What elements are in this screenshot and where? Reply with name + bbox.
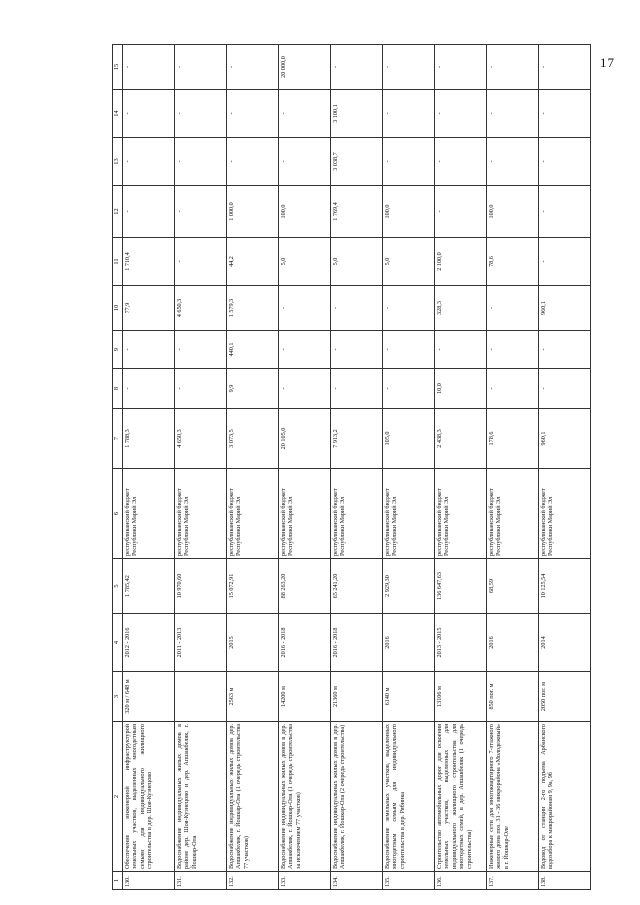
table-cell-col-12: 1 769,4 — [331, 186, 383, 238]
table-cell-col-14: - — [175, 90, 227, 138]
column-header-1: 1 — [113, 872, 123, 890]
table-cell-col-10: - — [279, 286, 331, 331]
table-cell-col-13: - — [487, 138, 539, 186]
table-cell-col-11: 5,0 — [383, 238, 435, 286]
table-cell-col-8: - — [123, 369, 175, 409]
table-row — [227, 45, 279, 890]
table-cell-col-4: 2016 - 2018 — [279, 614, 331, 672]
table-cell-col-11: 5,0 — [331, 238, 383, 286]
table-cell-col-14: - — [487, 90, 539, 138]
table-cell-col-4: 2014 — [539, 614, 591, 672]
table-cell-col-10: - — [331, 286, 383, 331]
table-cell-col-5: 15 072,91 — [227, 559, 279, 614]
column-header-6: 6 — [113, 469, 123, 559]
table-cell-col-6: республиканский бюджет Республики Марий Эл — [331, 469, 383, 559]
table-cell-col-9: 440,1 — [227, 331, 279, 369]
table-cell-col-5: 1 785,42 — [123, 559, 175, 614]
column-header-7: 7 — [113, 409, 123, 469]
table-cell-col-6: республиканский бюджет Республики Марий Эл — [279, 469, 331, 559]
table-cell-col-13: - — [383, 138, 435, 186]
table-cell-col-14: - — [539, 90, 591, 138]
table-cell-col-9: - — [435, 331, 487, 369]
table-cell-col-9: - — [487, 331, 539, 369]
table-row — [331, 45, 383, 890]
rotated-table-container — [112, 45, 607, 890]
table-cell-col-9: - — [279, 331, 331, 369]
column-header-3: 3 — [113, 672, 123, 722]
column-header-5: 5 — [113, 559, 123, 614]
table-cell-col-3: 850 пог. м — [487, 672, 539, 722]
table-cell-col-1: 136. — [435, 872, 487, 890]
table-cell-col-3: 13106 м — [435, 672, 487, 722]
table-cell-col-14: - — [227, 90, 279, 138]
table-cell-col-2: Строительство автомобильных дорог для освоения земельных участков, выделенных для индивидуального жилищного строительства для многодетных семей, в дер. Апшакбеляк (1 очередь строительства) — [435, 722, 487, 872]
table-cell-col-5: 10 970,60 — [175, 559, 227, 614]
table-row — [175, 45, 227, 890]
table-cell-col-8: - — [175, 369, 227, 409]
table-cell-col-1: 130. — [123, 872, 175, 890]
column-header-8: 8 — [113, 369, 123, 409]
table-cell-col-10: - — [383, 286, 435, 331]
table-cell-col-8: - — [487, 369, 539, 409]
table-header-row — [113, 45, 123, 890]
table-cell-col-2: Водоснабжение индивидуальных жилых домов в дер. Апшакбеляк, г. Йошкар-Ола (1 очередь строительства за исключением 77 участков) — [279, 722, 331, 872]
table-cell-col-11: - — [539, 238, 591, 286]
table-cell-col-15: 20 000,0 — [279, 45, 331, 90]
table-cell-col-1: 133. — [279, 872, 331, 890]
table-cell-col-6: республиканский бюджет Республики Марий Эл — [435, 469, 487, 559]
table-cell-col-2: Водовод от станции 2-го подъема Арбанского водозабора к микрорайонам 9, 9а, 9б — [539, 722, 591, 872]
table-cell-col-6: республиканский бюджет Республики Марий Эл — [487, 469, 539, 559]
table-cell-col-14: - — [383, 90, 435, 138]
table-cell-col-15: - — [487, 45, 539, 90]
table-cell-col-3: 2050 пог. м — [539, 672, 591, 722]
table-cell-col-15: - — [175, 45, 227, 90]
table-cell-col-15: - — [539, 45, 591, 90]
table-cell-col-4: 2013 - 2015 — [435, 614, 487, 672]
table-cell-col-9: - — [331, 331, 383, 369]
table-cell-col-15: - — [435, 45, 487, 90]
page-number: 17 — [600, 55, 615, 70]
column-header-12: 12 — [113, 186, 123, 238]
table-cell-col-5: 2 929,30 — [383, 559, 435, 614]
table-cell-col-9: - — [123, 331, 175, 369]
table-row — [487, 45, 539, 890]
table-cell-col-12: - — [539, 186, 591, 238]
table-cell-col-11: 5,0 — [279, 238, 331, 286]
column-header-14: 14 — [113, 90, 123, 138]
table-cell-col-4: 2016 — [383, 614, 435, 672]
column-header-11: 11 — [113, 238, 123, 286]
table-cell-col-1: 137. — [487, 872, 539, 890]
column-header-10: 10 — [113, 286, 123, 331]
table-cell-col-14: 3 100,1 — [331, 90, 383, 138]
table-cell-col-8: 9,9 — [227, 369, 279, 409]
table-cell-col-15: - — [383, 45, 435, 90]
table-cell-col-6: республиканский бюджет Республики Марий Эл — [175, 469, 227, 559]
table-cell-col-12: 100,0 — [487, 186, 539, 238]
table-cell-col-13: - — [175, 138, 227, 186]
table-cell-col-2: Обеспечение инженерной инфраструктурой земельных участков, выделенных многодетным семьям для индивидуального жилищного строительства в дер. Шоя-Кузнецово — [123, 722, 175, 872]
table-cell-col-6: республиканский бюджет Республики Марий Эл — [539, 469, 591, 559]
table-cell-col-8: 10,0 — [435, 369, 487, 409]
table-cell-col-9: - — [175, 331, 227, 369]
table-cell-col-7: 960,1 — [539, 409, 591, 469]
table-cell-col-2: Водоснабжение земельных участков, выделенных многодетным семьям для индивидуального строительства в дер. Рябинка — [383, 722, 435, 872]
table-cell-col-11: 2 100,0 — [435, 238, 487, 286]
table-cell-col-4: 2016 — [487, 614, 539, 672]
table-cell-col-11: 1 710,4 — [123, 238, 175, 286]
table-cell-col-10: - — [487, 286, 539, 331]
table-cell-col-7: 2 438,3 — [435, 409, 487, 469]
table-cell-col-1: 138. — [539, 872, 591, 890]
table-cell-col-3: 320 м / 648 м — [123, 672, 175, 722]
table-cell-col-10: 77,9 — [123, 286, 175, 331]
table-cell-col-5: 65 241,20 — [331, 559, 383, 614]
table-cell-col-10: 328,3 — [435, 286, 487, 331]
table-row — [435, 45, 487, 890]
column-header-15: 15 — [113, 45, 123, 90]
column-header-13: 13 — [113, 138, 123, 186]
table-cell-col-4: 2012 - 2016 — [123, 614, 175, 672]
table-body — [123, 45, 591, 890]
table-cell-col-7: 20 105,0 — [279, 409, 331, 469]
table-cell-col-8: - — [383, 369, 435, 409]
table-cell-col-12: - — [123, 186, 175, 238]
table-cell-col-7: 3 073,5 — [227, 409, 279, 469]
table-cell-col-5: 88 263,20 — [279, 559, 331, 614]
table-cell-col-2: Инженерные сети для многоквартирного 7-этажного жилого дома поз. 31 - 36 микрорайона «Молодежный» в г. Йошкар-Оле — [487, 722, 539, 872]
table-cell-col-13: - — [279, 138, 331, 186]
table-cell-col-12: 1 000,0 — [227, 186, 279, 238]
table-cell-col-13: - — [123, 138, 175, 186]
table-cell-col-3: 2563 м — [227, 672, 279, 722]
table-cell-col-15: - — [227, 45, 279, 90]
table-cell-col-7: 178,6 — [487, 409, 539, 469]
table-row — [383, 45, 435, 890]
table-row — [539, 45, 591, 890]
table-cell-col-3 — [175, 672, 227, 722]
table-cell-col-6: республиканский бюджет Республики Марий Эл — [383, 469, 435, 559]
column-header-2: 2 — [113, 722, 123, 872]
table-cell-col-14: - — [123, 90, 175, 138]
table-cell-col-5: 10 125,54 — [539, 559, 591, 614]
table-cell-col-1: 131. — [175, 872, 227, 890]
table-cell-col-10: 960,1 — [539, 286, 591, 331]
table-cell-col-11: 44,2 — [227, 238, 279, 286]
table-cell-col-12: - — [175, 186, 227, 238]
table-cell-col-7: 7 913,2 — [331, 409, 383, 469]
table-cell-col-8: - — [279, 369, 331, 409]
table-cell-col-5: 136 647,63 — [435, 559, 487, 614]
table-cell-col-1: 132. — [227, 872, 279, 890]
table-cell-col-8: - — [331, 369, 383, 409]
table-cell-col-7: 105,0 — [383, 409, 435, 469]
table-cell-col-4: 2011 - 2013 — [175, 614, 227, 672]
table-cell-col-14: - — [279, 90, 331, 138]
table-cell-col-10: 4 650,3 — [175, 286, 227, 331]
table-row — [279, 45, 331, 890]
table-cell-col-13: - — [227, 138, 279, 186]
table-cell-col-13: 3 038,7 — [331, 138, 383, 186]
table-cell-col-2: Водоснабжение индивидуальных жилых домов в районе дер. Шоя-Кузнецово и дер. Апшакбеляк, г. Йошкар-Ола — [175, 722, 227, 872]
table-cell-col-15: - — [331, 45, 383, 90]
table-cell-col-3: 14200 м — [279, 672, 331, 722]
table-cell-col-3: 21360 м — [331, 672, 383, 722]
table-cell-col-6: республиканский бюджет Республики Марий Эл — [123, 469, 175, 559]
column-header-9: 9 — [113, 331, 123, 369]
table-cell-col-15: - — [123, 45, 175, 90]
table-cell-col-10: 1 579,3 — [227, 286, 279, 331]
table-cell-col-9: - — [539, 331, 591, 369]
table-cell-col-4: 2016 - 2018 — [331, 614, 383, 672]
table-cell-col-9: - — [383, 331, 435, 369]
table-cell-col-12: 100,0 — [279, 186, 331, 238]
table-cell-col-4: 2015 — [227, 614, 279, 672]
table-cell-col-13: - — [435, 138, 487, 186]
table-cell-col-1: 134. — [331, 872, 383, 890]
table-cell-col-7: 4 650,3 — [175, 409, 227, 469]
table-cell-col-12: - — [435, 186, 487, 238]
table-cell-col-2: Водоснабжение индивидуальных жилых домов дер. Апшакбеляк, г. Йошкар-Ола (1 очередь строительства 77 участков) — [227, 722, 279, 872]
table-cell-col-5: 68,59 — [487, 559, 539, 614]
table-cell-col-11: 78,6 — [487, 238, 539, 286]
column-header-4: 4 — [113, 614, 123, 672]
table-cell-col-7: 1 788,3 — [123, 409, 175, 469]
table-cell-col-13: - — [539, 138, 591, 186]
table-cell-col-12: 100,0 — [383, 186, 435, 238]
data-table — [112, 44, 591, 890]
table-cell-col-1: 135. — [383, 872, 435, 890]
table-cell-col-11: - — [175, 238, 227, 286]
table-cell-col-2: Водоснабжение индивидуальных жилых домов в дер. Апшакбеляк, г. Йошкар-Ола (2 очередь строительства) — [331, 722, 383, 872]
table-cell-col-6: республиканский бюджет Республики Марий Эл — [227, 469, 279, 559]
table-row — [123, 45, 175, 890]
table-cell-col-14: - — [435, 90, 487, 138]
table-cell-col-3: 6140 м — [383, 672, 435, 722]
table-cell-col-8: - — [539, 369, 591, 409]
